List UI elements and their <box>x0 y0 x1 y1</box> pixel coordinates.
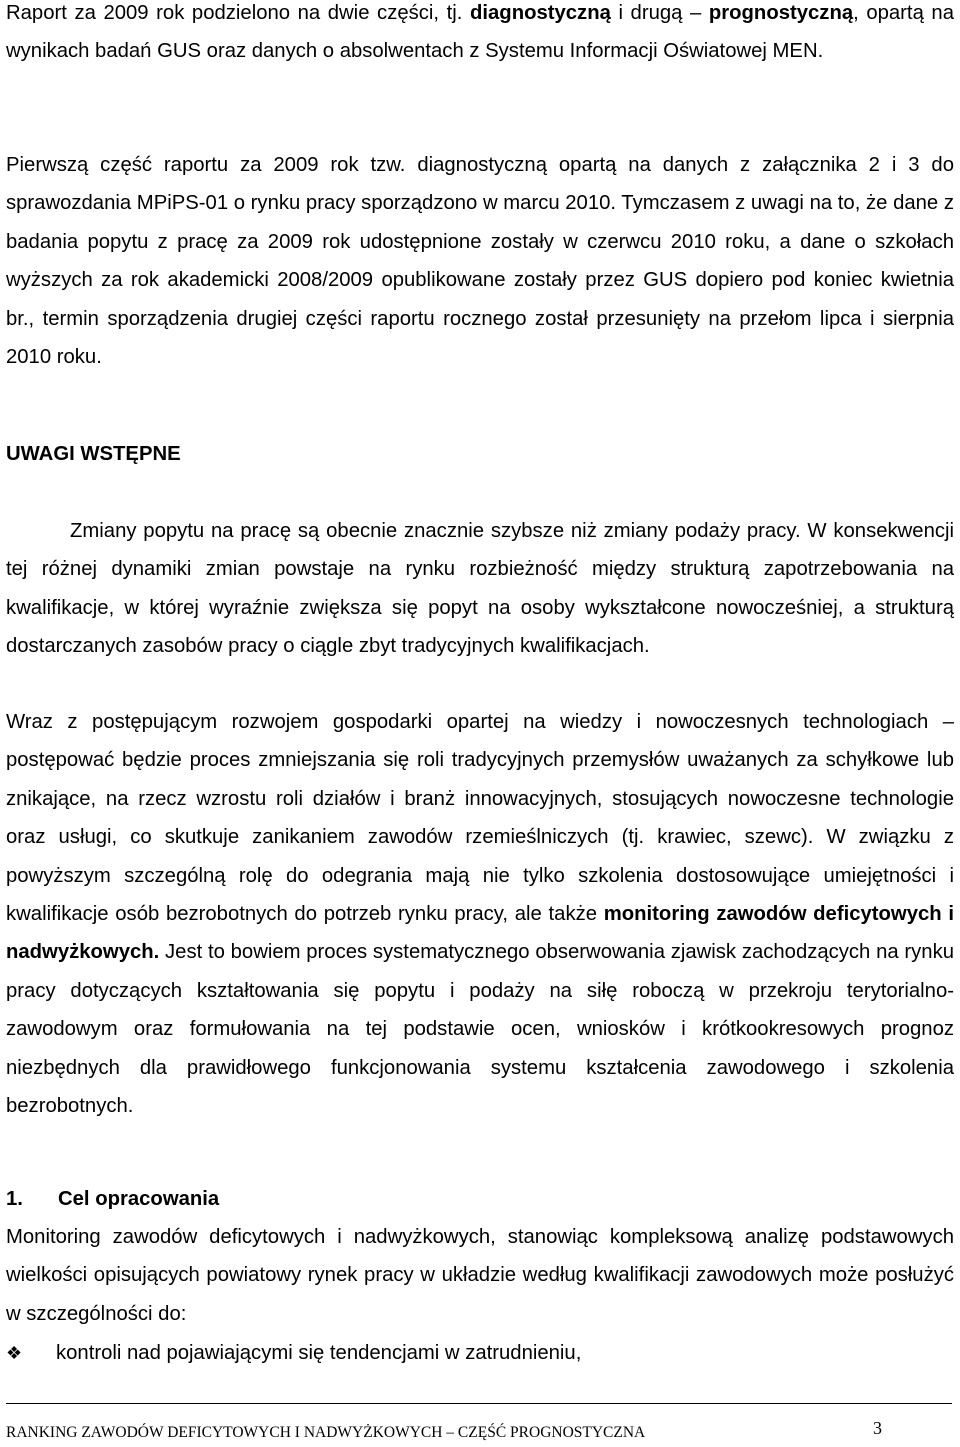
footer-title: RANKING ZAWODÓW DEFICYTOWYCH I NADWYŻKOWYCH – CZĘŚĆ PROGNOSTYCZNA <box>6 1424 646 1441</box>
section-number: 1. <box>6 1188 23 1210</box>
bold-diagnostyczna: diagnostyczną <box>470 2 611 24</box>
section-title: Cel opracowania <box>58 1188 220 1210</box>
page-footer <box>6 1420 952 1446</box>
part1-paragraph: Pierwszą część raportu za 2009 rok tzw. diagnostyczną opartą na danych z załącznika 2 i 3 do sprawozdania MPiPS-01 o rynku pracy sporządzono w marcu 2010. Tymczasem z uwagi na to, że dane z badania popytu z pracę za 2009 rok udostępnione zostały w czerwcu 2010 roku, a dane o szkołach wyższych za rok akademicki 2008/2009 opublikowane zostały przez GUS dopiero pod koniec kwietnia br., termin sporządzenia drugiej części raportu rocznego został przesunięty na przełom lipca i sierpnia 2010 roku. <box>6 154 954 369</box>
section-heading <box>6 1180 219 1218</box>
diamond-bullet-icon: ❖ <box>6 1343 23 1363</box>
uwagi-paragraph-2: Wraz z postępującym rozwojem gospodarki opartej na wiedzy i nowoczesnych technologiach – postępować będzie proces zmniejszania się roli tradycyjnych przemysłów uważanych za schyłkowe lub znikające, na rzecz wzrostu roli działów i branż innowacyjnych, stosujących nowoczesne technologie oraz usługi, co skutkuje zanikaniem zawodów rzemieślniczych (tj. krawiec, szewc). W związku z powyższym szczególną rolę do odegrania mają nie tylko szkolenia dostosowujące umiejętności i kwalifikacje osób bezrobotnych do potrzeb rynku pracy, ale także monitoring zawodów deficytowych i nadwyżkowych. Jest to bowiem proces systematycznego obserwowania zjawisk zachodzących na rynku pracy dotyczących kształtowania się popytu i podaży na siłę roboczą w przekroju terytorialno-zawodowym oraz formułowania na tej podstawie ocen, wniosków i krótkookresowych prognoz niezbędnych dla prawidłowego funkcjonowania systemu kształcenia zawodowego i szkolenia bezrobotnych. <box>6 711 954 1118</box>
bold-prognostyczna: prognostyczną <box>708 2 854 24</box>
intro-paragraph: Raport za 2009 rok podzielono na dwie części, tj. diagnostyczną i drugą – prognostyczną, opartą na wynikach badań GUS oraz danych o absolwentach z Systemu Informacji Oświatowej MEN. <box>6 2 954 63</box>
footer-divider <box>6 1403 952 1404</box>
page-number: 3 <box>873 1418 882 1438</box>
bold-monitoring: monitoring zawodów deficytowych i nadwyżkowych. <box>6 903 954 964</box>
list-item <box>6 1334 954 1372</box>
uwagi-paragraph-1: Zmiany popytu na pracę są obecnie znacznie szybsze niż zmiany podaży pracy. W konsekwencji tej różnej dynamiki zmian powstaje na rynku rozbieżność między strukturą zapotrzebowania na kwalifikacje, w której wyraźnie zwiększa się popyt na osoby wykształcone nowocześniej, a strukturą dostarczanych zasobów pracy o ciągle zbyt tradycyjnych kwalifikacjach. <box>6 520 954 658</box>
list-item-text: kontroli nad pojawiającymi się tendencjami w zatrudnieniu, <box>56 1342 582 1364</box>
uwagi-heading: UWAGI WSTĘPNE <box>6 443 181 465</box>
section-paragraph: Monitoring zawodów deficytowych i nadwyżkowych, stanowiąc kompleksową analizę podstawowych wielkości opisujących powiatowy rynek pracy w układzie według kwalifikacji zawodowych może posłużyć w szczególności do: <box>6 1226 954 1325</box>
